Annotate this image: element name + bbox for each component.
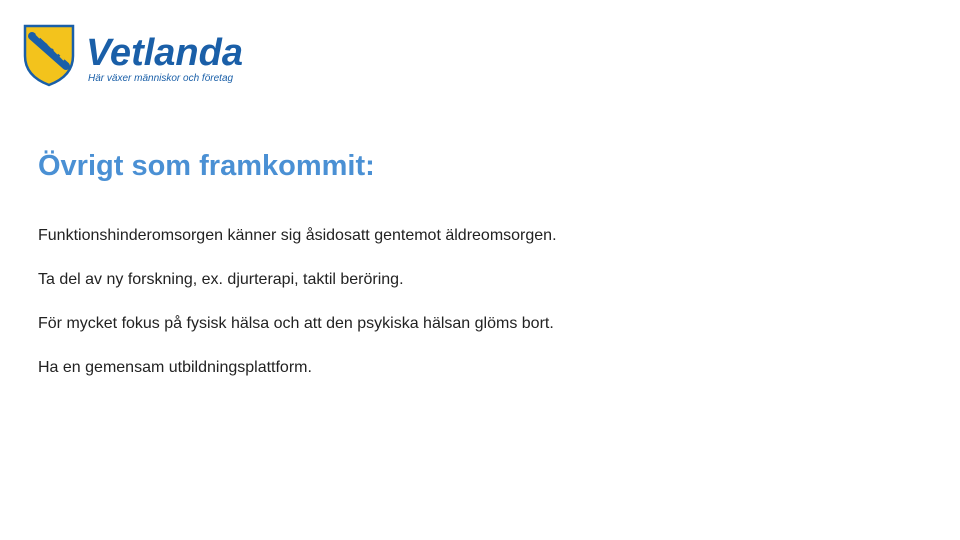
logo-tagline: Här växer människor och företag: [88, 73, 234, 84]
list-item: För mycket fokus på fysisk hälsa och att den psykiska hälsan glöms bort.: [38, 315, 554, 332]
logo-wordmark: Vetlanda: [86, 32, 243, 74]
list-item: Ta del av ny forskning, ex. djurterapi, taktil beröring.: [38, 271, 404, 288]
list-item: Funktionshinderomsorgen känner sig åsidosatt gentemot äldreomsorgen.: [38, 227, 557, 244]
slide-title: Övrigt som framkommit:: [38, 150, 375, 182]
vetlanda-coat-of-arms-icon: [25, 26, 73, 85]
vetlanda-logo: [22, 22, 262, 88]
content-list: [38, 224, 557, 400]
list-item: Ha en gemensam utbildningsplattform.: [38, 359, 312, 376]
